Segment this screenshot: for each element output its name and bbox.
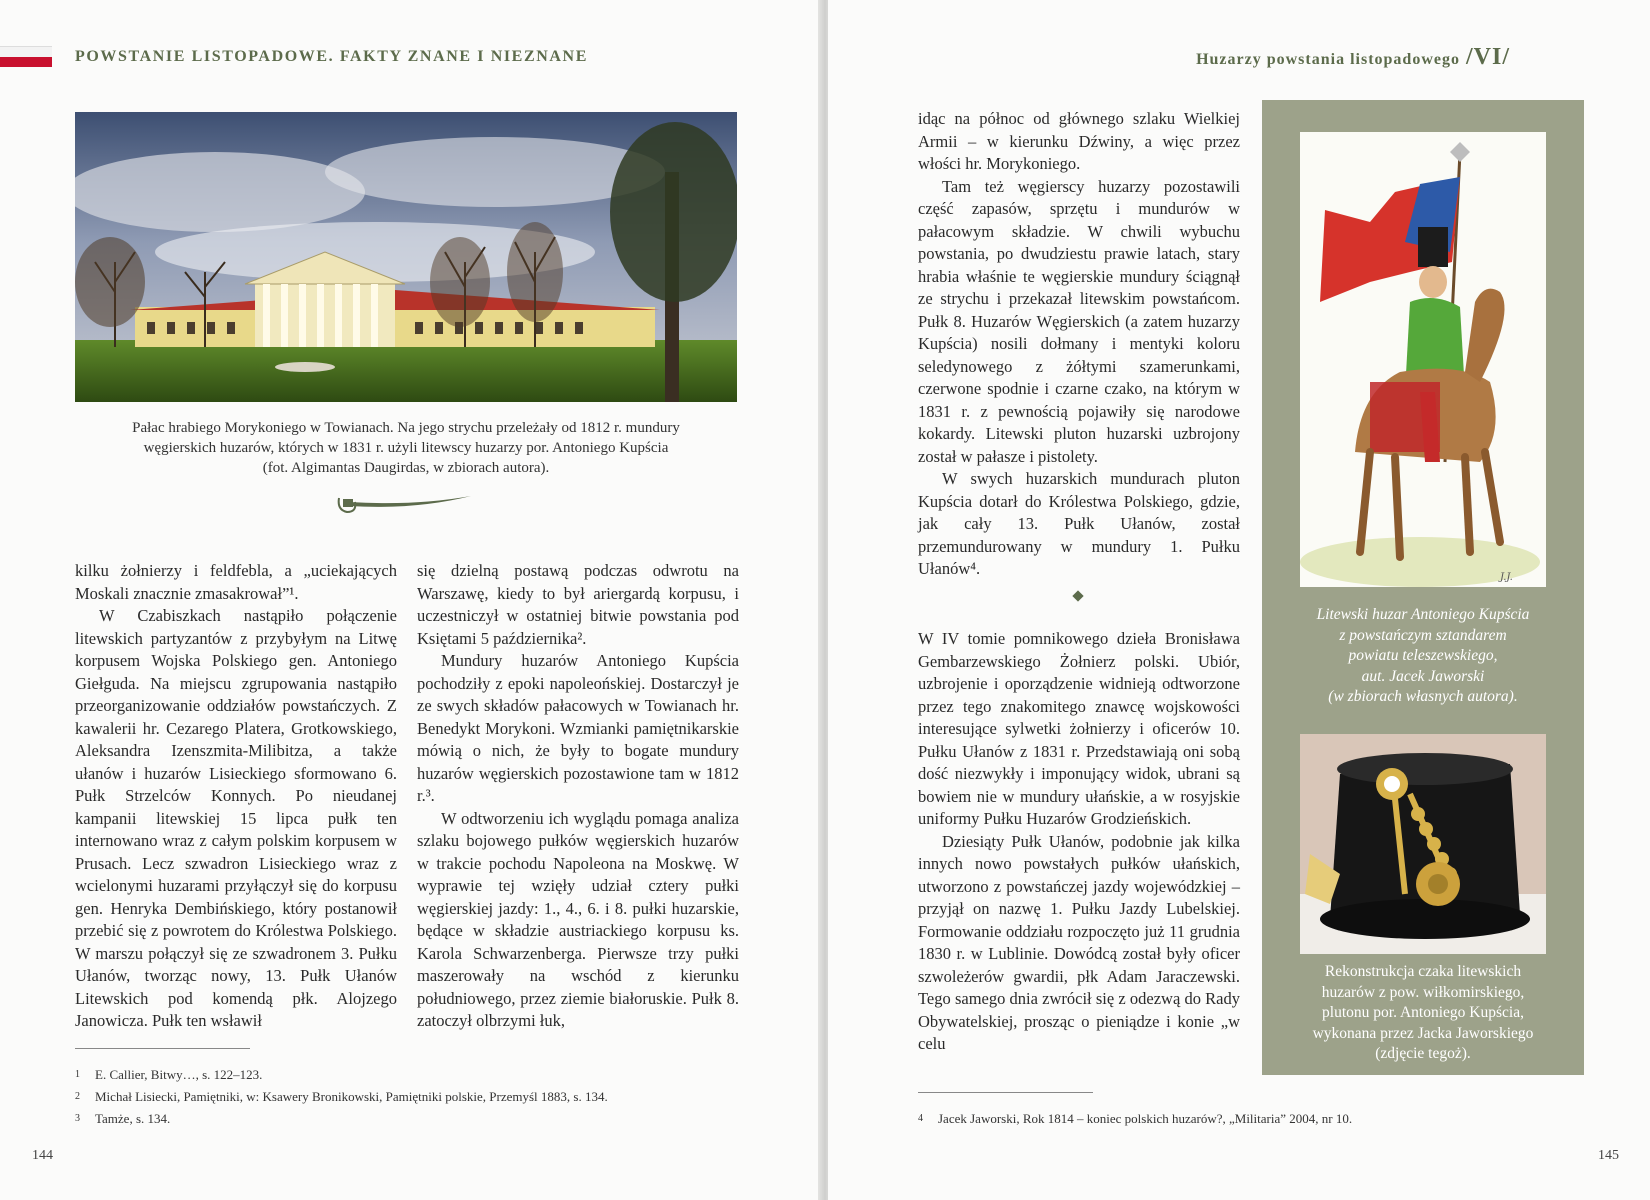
page-number-right: 145	[1598, 1148, 1619, 1163]
paragraph: idąc na północ od głównego szlaku Wielkiej Armii – w kierunku Dźwiny, a więc przez włości hr. Morykoniego.	[918, 109, 1240, 173]
footnote-right: 4 Jacek Jaworski, Rok 1814 – koniec polskich huzarów?, „Militaria” 2004, nr 10.	[918, 1111, 1353, 1126]
caption-line: Litewski huzar Antoniego Kupścia	[1316, 606, 1530, 623]
shako-photo-caption	[1272, 962, 1574, 1065]
text-column-1	[75, 560, 397, 1033]
footnotes	[75, 1064, 775, 1130]
footnote: 2 Michał Lisiecki, Pamiętniki, w: Ksawery Bronikowski, Pamiętniki polskie, Przemyśl 1883, s. 134.	[75, 1089, 608, 1104]
paragraph: się dzielną postawą podczas odwrotu na Warszawę, kiedy to był ariergardą korpusu, i uczestniczył w ostatniej bitwie powstania pod Księtami 5 października².	[417, 561, 739, 648]
paragraph: W IV tomie pomnikowego dzieła Bronisława Gembarzewskiego Żołnierz polski. Ubiór, uzbrojenie i oporządzenie widnieją odtworzone przez tego znakomitego znawcę wojskowości interesujące sylwetki żołnierzy i oficerów 10. Pułku Ułanów z 1831 r. Przedstawiają oni sobą dość niezwykły i imponujący widok, ubrani są bowiem nie w mundury ułańskie, a w rosyjskie uniformy Pułku Huzarów Grodzieńskich.	[918, 629, 1240, 828]
polish-flag-mark	[0, 46, 52, 66]
shako-photo	[1300, 734, 1546, 954]
footnote-rule	[918, 1092, 1093, 1093]
paragraph: W swych huzarskich mundurach pluton Kupścia dotarł do Królestwa Polskiego, gdzie, jak cały 13. Pułk Ułanów, został przemundurowany w mundury 1. Pułku Ułanów⁴.	[918, 469, 1240, 578]
palace-photo	[75, 112, 737, 402]
paragraph: Dziesiąty Pułk Ułanów, podobnie jak kilka innych nowo powstałych pułków ułańskich, utworzono z powstańczej jazdy wojewódzkiej – przyjął on nazwę 1. Pułku Jazdy Lubelskiej. Formowanie oddziału rozpoczęto już 11 grudnia 1830 r. w Lublinie. Dowódcą został były oficer szwoleżerów gwardii, płk Adam Jaraczewski. Tego samego dnia zwrócił się z odezwą do Rady Obywatelskiej, prosząc o pieniądze i konie „w celu	[918, 831, 1240, 1053]
text-column-2	[417, 560, 739, 1033]
footnote-rule	[75, 1048, 250, 1049]
saber-ornament-icon	[335, 490, 475, 516]
paragraph: Tam też węgierscy huzarzy pozostawili część zapasów, sprzętu i mundurów w pałacowym składzie. W chwili wybuchu powstania, po dwudziestu prawie latach, stary hrabia właśnie te węgierskie mundury ściągnął ze strychu i przekazał litewskim powstańcom. Pułk 8. Huzarów Węgierskich (a zatem huzarzy Kupścia) nosili dołmany i mentyki koloru seledynowego z żółtymi szamerunkami, czerwone spodnie i czarne czako, na którym w 1831 r. z pewnością pojawiły się narodowe kokardy. Litewski pluton huzarski uzbrojony został w pałasze i pistolety.	[918, 176, 1240, 466]
text-column-4	[918, 628, 1240, 1056]
caption-line: węgierskich huzarów, których w 1831 r. użyli litewscy huzarzy por. Antoniego Kupścia	[143, 440, 669, 456]
caption-line: (fot. Algimantas Daugirdas, w zbiorach autora).	[262, 460, 550, 476]
caption-line: powiatu teleszewskiego,	[1348, 647, 1498, 664]
caption-line: wykonana przez Jacka Jaworskiego	[1312, 1024, 1534, 1042]
hussar-illustration-caption	[1272, 605, 1574, 708]
left-running-head: POWSTANIE LISTOPADOWE. FAKTY ZNANE I NIEZNANE	[75, 48, 588, 65]
palace-photo-caption	[75, 418, 737, 478]
caption-line: (zdjęcie tegoż).	[1375, 1045, 1471, 1062]
text-column-3	[918, 108, 1240, 581]
footnote: 3 Tamże, s. 134.	[75, 1111, 171, 1126]
paragraph: kilku żołnierzy i feldfebla, a „uciekających Moskali znacznie zmasakrował”¹.	[75, 561, 397, 603]
hussar-illustration	[1300, 132, 1546, 587]
caption-line: Pałac hrabiego Morykoniego w Towianach. Na jego strychu przeleżały od 1812 r. mundury	[132, 420, 680, 436]
illustration-sidebar	[1262, 100, 1584, 1075]
paragraph: Mundury huzarów Antoniego Kupścia pochodziły z epoki napoleońskiej. Dostarczył je ze swych składów pałacowych w Towianach hr. Benedykt Morykoni. Wzmianki pamiętnikarskie mówią o nich, że były to bogate mundury huzarów węgierskich pozostawione tam w 1812 r.³.	[417, 651, 739, 805]
paragraph: W Czabiszkach nastąpiło połączenie litewskich partyzantów z przybyłym na Litwę korpusem Wojska Polskiego gen. Antoniego Giełguda. Na miejscu zgrupowania nastąpiło przeorganizowanie oddziałów powstańczych. Z kawalerii hr. Cezarego Platera, Grotkowskiego, Aleksandra Izenszmita-Milibitza, a także ułanów i huzarów Lisieckiego sformowano 6. Pułk Strzelców Konnych. Po nieudanej kampanii litewskiej 15 lipca pułk ten internowano wraz z całym polskim korpusem w Prusach. Lecz szwadron Lisieckiego wraz z wcielonymi huzarami przyłączył się do korpusu gen. Henryka Dembińskiego, który postanowił przebić się z powrotem do Królestwa Polskiego. W marszu połączył się ze szwadronem 3. Pułku Ułanów, tworząc nowy, 13. Pułk Ułanów Litewskich pod komendą płk. Alojzego Janowicza. Pułk ten wsławił	[75, 606, 397, 1030]
svg-text:J.J.: J.J.	[1500, 572, 1513, 583]
right-running-head	[1196, 44, 1510, 71]
caption-line: huzarów z pow. wiłkomirskiego,	[1321, 983, 1525, 1001]
left-page	[0, 0, 822, 1200]
paragraph: W odtworzeniu ich wyglądu pomaga analiza szlaku bojowego pułków węgierskich huzarów w trakcie pochodu Napoleona na Moskwę. W wyprawie tej wzięły udział cztery pułki węgierskiej jazdy: 1., 4., 6. i 8. pułki huzarskie, będące w składzie austriackiego korpusu ks. Karola Schwarzenberga. Pierwsze trzy pułki maszerowały na wschód z kierunku południowego, przez ziemie białoruskie. Pułk 8. zatoczył olbrzymi łuk,	[417, 808, 739, 1030]
caption-line: Rekonstrukcja czaka litewskich	[1324, 963, 1522, 980]
running-head-title: Huzarzy powstania listopadowego	[1196, 51, 1460, 68]
page-number-left: 144	[32, 1148, 53, 1163]
footnote: 1 E. Callier, Bitwy…, s. 122–123.	[75, 1067, 263, 1082]
chapter-number: /VI/	[1465, 44, 1510, 70]
caption-line: aut. Jacek Jaworski	[1361, 667, 1485, 685]
caption-line: z powstańczym sztandarem	[1339, 626, 1507, 644]
caption-line: (w zbiorach własnych autora).	[1328, 688, 1518, 705]
caption-line: plutonu por. Antoniego Kupścia,	[1322, 1004, 1524, 1021]
